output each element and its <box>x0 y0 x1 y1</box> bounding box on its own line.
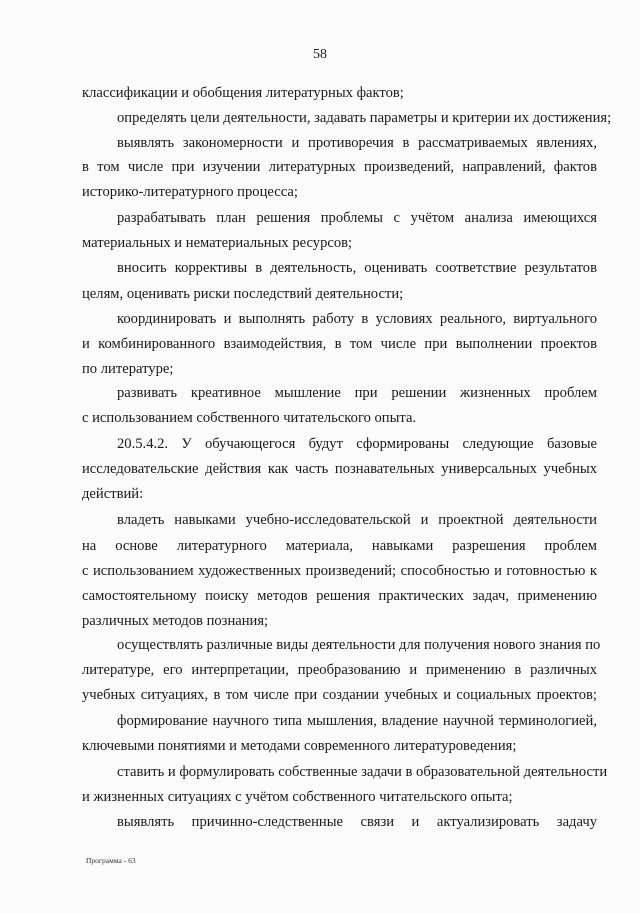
text-line: классификации и обобщения литературных фактов; <box>82 85 404 101</box>
text-line: действий: <box>82 486 144 502</box>
text-line: формирование научного типа мышления, владение научной терминологией, <box>117 713 597 729</box>
footer-note: Программа - 63 <box>86 856 136 865</box>
text-line: и комбинированного взаимодействия, в том числе при выполнении проектов <box>82 336 597 352</box>
text-line: вносить коррективы в деятельность, оценивать соответствие результатов <box>117 260 597 276</box>
text-line: и жизненных ситуациях с учётом собственного читательского опыта; <box>82 789 513 805</box>
text-line: осуществлять различные виды деятельности для получения нового знания по <box>117 637 601 653</box>
text-line: учебных ситуациях, в том числе при создании учебных и социальных проектов; <box>82 687 597 703</box>
text-line: выявлять причинно-следственные связи и актуализировать задачу <box>117 814 597 830</box>
text-line: с использованием художественных произведений; способностью и готовностью к <box>82 563 597 579</box>
text-line: владеть навыками учебно-исследовательской и проектной деятельности <box>117 512 597 528</box>
text-line: на основе литературного материала, навыками разрешения проблем <box>82 538 597 554</box>
page-number: 58 <box>313 47 327 62</box>
text-line: литературе, его интерпретации, преобразованию и применению в различных <box>82 662 597 678</box>
text-line: 20.5.4.2. У обучающегося будут сформированы следующие базовые <box>117 436 597 452</box>
text-line: историко-литературного процесса; <box>82 184 298 200</box>
text-line: исследовательские действия как часть познавательных универсальных учебных <box>82 461 597 477</box>
text-line: определять цели деятельности, задавать параметры и критерии их достижения; <box>117 110 612 126</box>
text-line: различных методов познания; <box>82 613 269 629</box>
text-line: по литературе; <box>82 361 174 377</box>
text-line: материальных и нематериальных ресурсов; <box>82 235 353 251</box>
text-line: с использованием собственного читательского опыта. <box>82 410 417 426</box>
text-line: выявлять закономерности и противоречия в рассматриваемых явлениях, <box>117 135 597 151</box>
text-line: координировать и выполнять работу в условиях реального, виртуального <box>117 311 597 327</box>
text-line: ключевыми понятиями и методами современного литературоведения; <box>82 738 517 754</box>
text-line: целям, оценивать риски последствий деятельности; <box>82 286 404 302</box>
text-line: ставить и формулировать собственные задачи в образовательной деятельности <box>117 764 608 780</box>
text-line: самостоятельному поиску методов решения практических задач, применению <box>82 588 597 604</box>
text-line: в том числе при изучении литературных произведений, направлений, фактов <box>82 159 597 175</box>
text-line: разрабатывать план решения проблемы с учётом анализа имеющихся <box>117 210 597 226</box>
text-line: развивать креативное мышление при решении жизненных проблем <box>117 385 597 401</box>
